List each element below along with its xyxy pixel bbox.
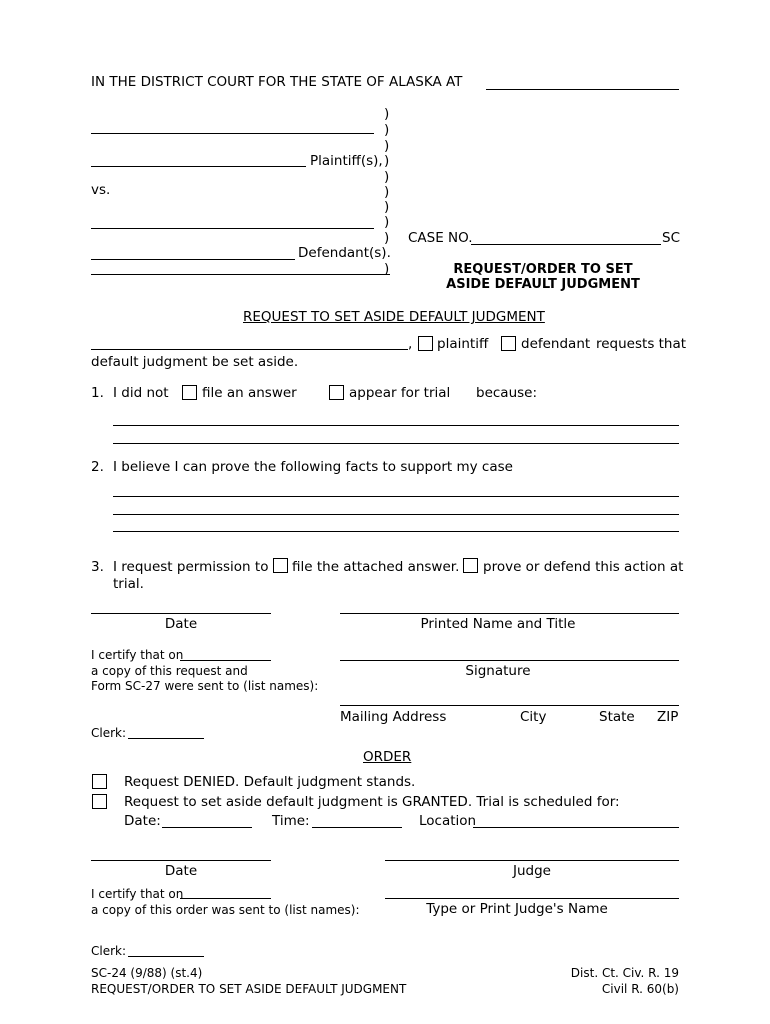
denied-checkbox[interactable] (92, 774, 107, 789)
rule-citation-2: Civil R. 60(b) (601, 982, 679, 996)
defendant-name-field-2[interactable] (91, 259, 295, 260)
mailing-address-label: Mailing Address (340, 709, 447, 725)
item1-number: 1. (91, 385, 104, 401)
order-clerk-field[interactable] (128, 956, 204, 957)
requester-comma: , (408, 336, 413, 352)
judge-signature-field[interactable] (385, 860, 679, 861)
granted-text: Request to set aside default judgment is GRANTED. Trial is scheduled for: (124, 794, 620, 810)
item1-lead: I did not (113, 385, 169, 401)
order-certify-line2: a copy of this order was sent to (list names): (91, 903, 360, 917)
request-clerk-label: Clerk: (91, 726, 127, 740)
vs-label: vs. (91, 182, 111, 198)
zip-label: ZIP (657, 709, 679, 725)
case-suffix: SC (662, 230, 680, 246)
file-answer-checkbox[interactable] (182, 385, 197, 400)
request-date-label: Date (164, 616, 198, 632)
signature-field[interactable] (340, 660, 679, 661)
defendant-name-field-1[interactable] (91, 228, 374, 229)
because-field-2[interactable] (113, 443, 679, 444)
requester-name-field[interactable] (91, 349, 408, 350)
trial-time-label: Time: (272, 813, 310, 829)
signature-label: Signature (465, 663, 531, 679)
certify-line3: Form SC-27 were sent to (list names): (91, 679, 319, 693)
defendant-label: Defendant(s). (298, 245, 391, 261)
plaintiff-name-field-1[interactable] (91, 133, 374, 134)
form-title-line1: REQUEST/ORDER TO SET (453, 262, 633, 277)
file-attached-answer-checkbox[interactable] (273, 558, 288, 573)
item2-number: 2. (91, 459, 104, 475)
order-certify-line1: I certify that on (91, 887, 184, 901)
certify-date-field[interactable] (180, 660, 271, 661)
trial-date-label: Date: (124, 813, 161, 829)
defendant-checkbox[interactable] (501, 336, 516, 351)
item3-number: 3. (91, 559, 104, 575)
printed-name-label: Printed Name and Title (420, 616, 576, 632)
prove-defend-label: prove or defend this action at (483, 559, 684, 575)
appear-trial-checkbox[interactable] (329, 385, 344, 400)
rule-citation-1: Dist. Ct. Civ. R. 19 (570, 966, 679, 980)
judge-label: Judge (513, 863, 551, 879)
file-answer-label: file an answer (202, 385, 297, 401)
case-number-field[interactable] (471, 244, 661, 245)
court-title: IN THE DISTRICT COURT FOR THE STATE OF ALASKA AT (91, 74, 463, 90)
order-clerk-label: Clerk: (91, 944, 127, 958)
trial-location-label: Location (419, 813, 477, 829)
form-number: SC-24 (9/88) (st.4) (91, 966, 203, 980)
because-label: because: (476, 385, 538, 401)
request-clerk-field[interactable] (128, 738, 204, 739)
plaintiff-checkbox[interactable] (418, 336, 433, 351)
order-certify-date-field[interactable] (180, 898, 271, 899)
plaintiff-label: Plaintiff(s), (310, 153, 383, 169)
plaintiff-name-field-2[interactable] (91, 166, 306, 167)
city-label: City (520, 709, 547, 725)
request-intro-line2: default judgment be set aside. (91, 354, 299, 370)
denied-text: Request DENIED. Default judgment stands. (124, 774, 416, 790)
trial-location-field[interactable] (473, 827, 679, 828)
order-date-label: Date (164, 863, 198, 879)
appear-trial-label: appear for trial (349, 385, 451, 401)
because-field-1[interactable] (113, 425, 679, 426)
requests-that-text: requests that (596, 336, 687, 352)
trial-date-field[interactable] (162, 827, 252, 828)
granted-checkbox[interactable] (92, 794, 107, 809)
defendant-name-field-3[interactable] (91, 274, 390, 275)
request-heading: REQUEST TO SET ASIDE DEFAULT JUDGMENT (243, 309, 545, 325)
form-name: REQUEST/ORDER TO SET ASIDE DEFAULT JUDGMENT (91, 982, 407, 996)
certify-line2: a copy of this request and (91, 664, 248, 678)
order-heading: ORDER (363, 749, 412, 765)
form-title-line2: ASIDE DEFAULT JUDGMENT (446, 277, 640, 292)
judge-name-field[interactable] (385, 898, 679, 899)
facts-field-2[interactable] (113, 514, 679, 515)
judge-name-label: Type or Print Judge's Name (426, 901, 608, 917)
mailing-address-field[interactable] (340, 705, 679, 706)
plaintiff-option-label: plaintiff (437, 336, 489, 352)
certify-line1: I certify that on (91, 648, 184, 662)
order-date-field[interactable] (91, 860, 271, 861)
item2-text: I believe I can prove the following facts to support my case (113, 459, 513, 475)
court-location-field[interactable] (486, 89, 679, 90)
defendant-option-label: defendant (521, 336, 591, 352)
file-attached-answer-label: file the attached answer. (292, 559, 460, 575)
item3-continuation: trial. (113, 576, 144, 592)
printed-name-field[interactable] (340, 613, 679, 614)
trial-time-field[interactable] (312, 827, 402, 828)
prove-defend-checkbox[interactable] (463, 558, 478, 573)
state-label: State (599, 709, 635, 725)
facts-field-3[interactable] (113, 531, 679, 532)
item3-lead: I request permission to (113, 559, 269, 575)
request-date-field[interactable] (91, 613, 271, 614)
case-no-label: CASE NO. (408, 230, 473, 246)
facts-field-1[interactable] (113, 496, 679, 497)
